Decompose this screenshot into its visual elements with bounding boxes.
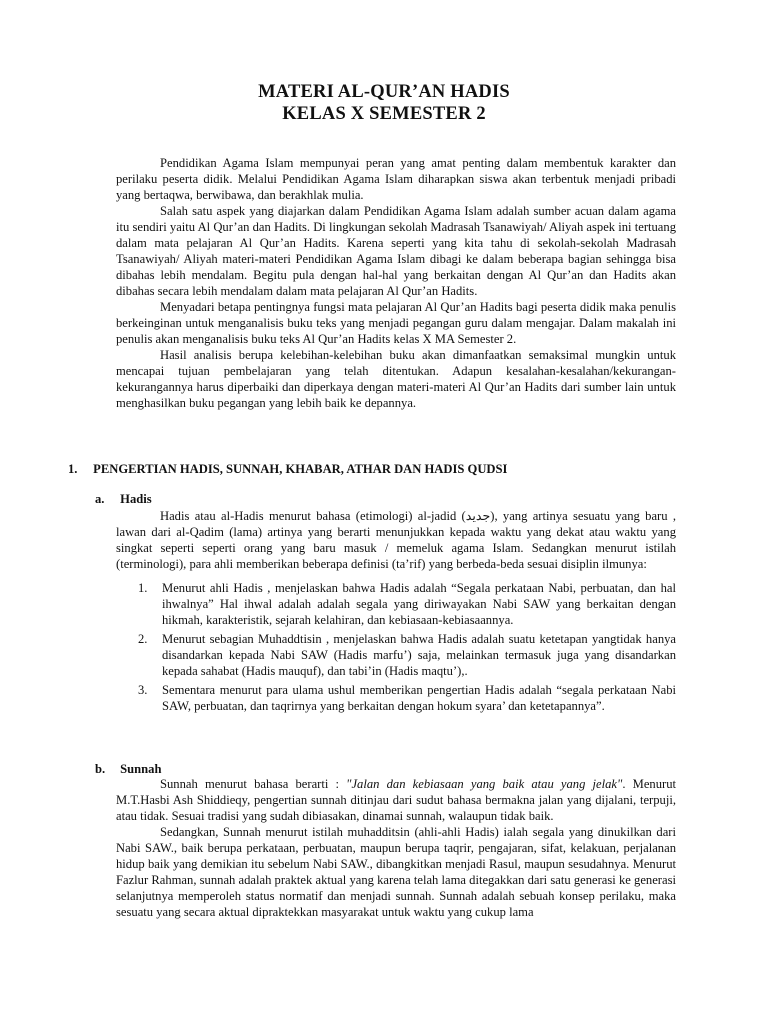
- sunnah-quote: "Jalan dan kebiasaan yang baik atau yang jelak": [346, 777, 623, 791]
- subsection-b-heading: [95, 762, 161, 777]
- list-item-text: Menurut sebagian Muhaddtisin , menjelaskan bahwa Hadis adalah suatu ketetapan yangtidak hanya disandarkan kepada Nabi SAW (Hadis marfu’) saja, melainkan termasuk juga yang disandarkan kepada sahabat (Hadis mauquf), dan tabi’in (Hadis maqtu’),.: [162, 632, 676, 678]
- sunnah-section: [116, 776, 676, 920]
- sunnah-paragraph-1: [116, 776, 676, 824]
- list-item: [138, 682, 676, 714]
- intro-paragraph-4: Hasil analisis berupa kelebihan-kelebihan buku akan dimanfaatkan semaksimal mungkin untuk mencapai tujuan pembelajaran yang telah ditentukan. Adapun kesalahan-kesalahan/kekurangan-kekurangannya harus diperbaiki dan diperkaya dengan materi-materi Al Qur’an Hadits dari sumber lain untuk menghasilkan buku pegangan yang lebih baik ke depannya.: [116, 348, 676, 410]
- list-item-number: 1.: [138, 581, 148, 595]
- section-1-heading: [68, 462, 688, 477]
- intro-paragraph-2: Salah satu aspek yang diajarkan dalam Pendidikan Agama Islam adalah sumber acuan dalam agama itu sendiri yaitu Al Qur’an dan Hadits. Di lingkungan sekolah Madrasah Tsanawiyah/ Aliyah aspek ini tertuang dalam mata pelajaran Al Qur’an Hadits. Karena seperti yang kita tahu di sekolah-sekolah Madrasah Tsanawiyah/ Aliyah materi-materi Pendidikan Agama Islam dibagi ke dalam beberapa bagian sehingga bisa dibahas lebih mendalam. Begitu pula dengan hal-hal yang berkaitan dengan Al Qur’an dan Hadits akan dibahas secara lebih mendalam dalam mata pelajaran Al Qur’an Hadits.: [116, 204, 676, 298]
- hadis-definition-paragraph: Hadis atau al-Hadis menurut bahasa (etimologi) al-jadid (جديد), yang artinya sesuatu yang baru , lawan dari al-Qadim (lama) artinya yang berarti menunjukkan kepada waktu yang dekat atau waktu yang singkat seperti seperti orang yang baru masuk / memeluk agama Islam. Sedangkan menurut istilah (terminologi), para ahli memberikan beberapa definisi (ta’rif) yang berbeda-beda sesuai disiplin ilmunya:: [116, 509, 676, 571]
- sunnah-rest-text: . Menurut M.T.Hasbi Ash Shiddieqy, pengertian sunnah ditinjau dari sudut bahasa bermakna jalan yang dijalani, terpuji, atau tidak. Sesuai tradisi yang sudah dibiasakan, dinamai sunnah, walaupun tidak baik.: [116, 777, 676, 823]
- document-subtitle: KELAS X SEMESTER 2: [282, 104, 486, 124]
- subsection-b-title: Sunnah: [120, 762, 162, 776]
- subsection-b-label: b.: [95, 762, 106, 776]
- hadis-definition-list: [138, 580, 676, 714]
- sunnah-paragraph-2: Sedangkan, Sunnah menurut istilah muhadditsin (ahli-ahli Hadis) ialah segala yang dinukilkan dari Nabi SAW., baik berupa perkataan, perbuatan, maupun berupa taqrir, pengajaran, sifat, kelakuan, perjalanan hidup baik yang demikian itu sebelum Nabi SAW., dibangkitkan menjadi Rasul, maupun sesudahnya. Menurut Fazlur Rahman, sunnah adalah praktek aktual yang karena telah lama ditegakkan dari satu generasi ke generasi selanjutnya memperoleh status normatif dan menjadi sunnah. Sunnah adalah sebuah konsep perilaku, maka sesuatu yang secara aktual dipraktekkan masyarakat untuk waktu yang cukup lama: [116, 825, 676, 919]
- list-item-number: 2.: [138, 632, 148, 646]
- section-1-number: 1.: [68, 462, 78, 476]
- intro-paragraph-1: Pendidikan Agama Islam mempunyai peran yang amat penting dalam membentuk karakter dan perilaku peserta didik. Melalui Pendidikan Agama Islam diharapkan siswa akan terbentuk menjadi pribadi yang bertaqwa, berwibawa, dan berakhlak mulia.: [116, 156, 676, 202]
- list-item-text: Menurut ahli Hadis , menjelaskan bahwa Hadis adalah “Segala perkataan Nabi, perbuatan, dan hal ihwalnya” Hal ihwal adalah adalah segala yang diriwayakan Nabi SAW yang berkaitan dengan hikmah, karakteristik, sejarah kelahiran, dan kebiasaan-kebiasaannya.: [162, 581, 676, 627]
- document-title: MATERI AL-QUR’AN HADIS: [258, 82, 510, 102]
- subsection-a-title: Hadis: [120, 492, 152, 506]
- list-item: [138, 631, 676, 679]
- list-item: [138, 580, 676, 628]
- subsection-a-heading: [95, 492, 152, 507]
- section-1-title: PENGERTIAN HADIS, SUNNAH, KHABAR, ATHAR DAN HADIS QUDSI: [93, 462, 508, 476]
- intro-paragraph-3: Menyadari betapa pentingnya fungsi mata pelajaran Al Qur’an Hadits bagi peserta didik maka penulis berkeinginan untuk menganalisis buku teks yang menjadi pegangan guru dalam mengajar. Dalam makalah ini penulis akan menganalisis buku teks Al Qur’an Hadits kelas X MA Semester 2.: [116, 300, 676, 346]
- list-item-text: Sementara menurut para ulama ushul memberikan pengertian Hadis adalah “segala perkataan Nabi SAW, perbuatan, dan taqrirnya yang berkaitan dengan hokum syara’ dan ketetapannya”.: [162, 683, 676, 713]
- intro-section: [116, 155, 676, 411]
- subsection-a-label: a.: [95, 492, 105, 506]
- list-item-number: 3.: [138, 683, 148, 697]
- sunnah-lead-text: Sunnah menurut bahasa berarti :: [160, 777, 347, 791]
- hadis-definition-block: [116, 508, 676, 572]
